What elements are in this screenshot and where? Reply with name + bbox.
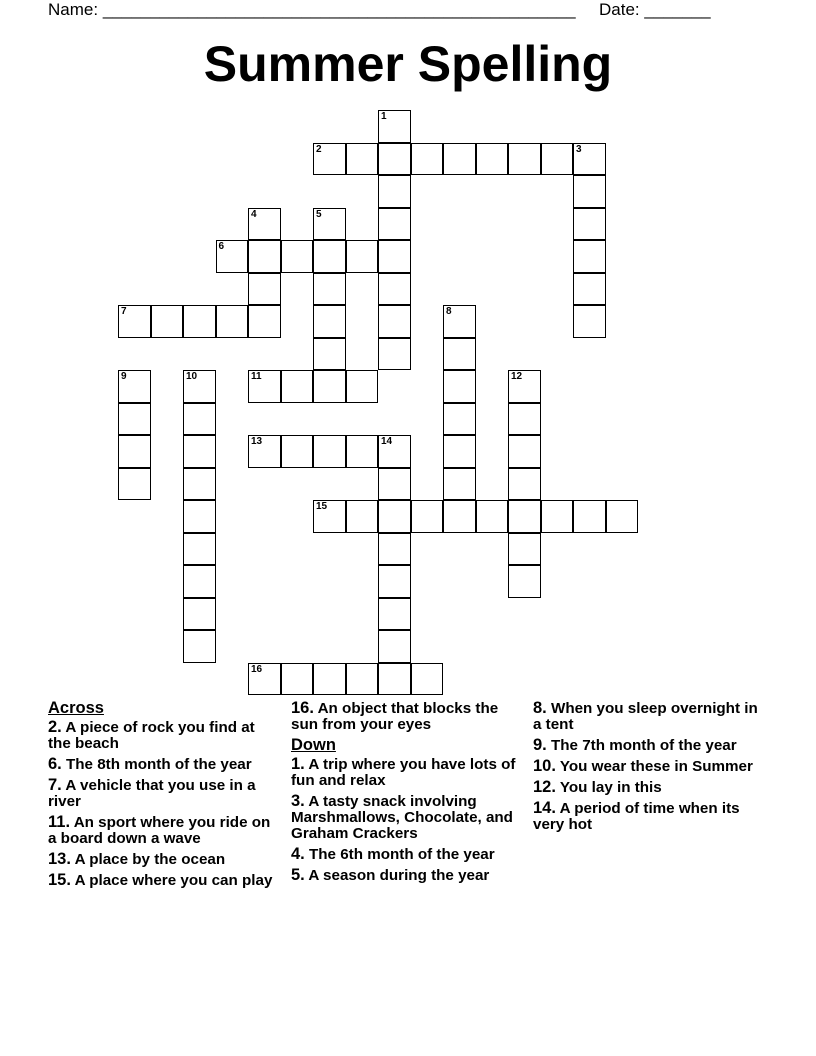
grid-cell[interactable]: [378, 663, 411, 696]
grid-cell[interactable]: [248, 240, 281, 273]
grid-cell[interactable]: [183, 565, 216, 598]
clue-across-15: [48, 872, 273, 889]
clues-column-2: [291, 700, 523, 888]
clue-down-14: [533, 800, 758, 833]
clue-number: 5.: [291, 866, 305, 884]
clue-text: A place where you can play: [74, 872, 273, 889]
grid-cell[interactable]: [281, 435, 314, 468]
grid-cell[interactable]: [248, 435, 281, 468]
grid-cell[interactable]: [313, 435, 346, 468]
grid-cell[interactable]: [411, 143, 444, 176]
grid-cell[interactable]: [183, 500, 216, 533]
clue-number: 12.: [533, 778, 556, 796]
grid-cell[interactable]: [476, 143, 509, 176]
grid-cell[interactable]: [573, 500, 606, 533]
clue-down-3: [291, 793, 523, 842]
grid-cell[interactable]: [248, 305, 281, 338]
clue-across-11: [48, 814, 273, 847]
grid-cell[interactable]: [378, 208, 411, 241]
grid-cell[interactable]: [443, 338, 476, 371]
clue-text: When you sleep overnight in a tent: [533, 700, 758, 733]
grid-cell[interactable]: [508, 435, 541, 468]
grid-cell[interactable]: [313, 663, 346, 696]
grid-cell[interactable]: [313, 500, 346, 533]
clue-text: The 7th month of the year: [551, 737, 737, 754]
clue-across-16: [291, 700, 523, 733]
grid-cell[interactable]: [118, 370, 151, 403]
clue-down-5: [291, 867, 523, 884]
grid-cell[interactable]: [378, 143, 411, 176]
grid-cell[interactable]: [183, 598, 216, 631]
grid-cell[interactable]: [248, 370, 281, 403]
grid-cell[interactable]: [313, 240, 346, 273]
cell-number: 5: [316, 208, 322, 220]
grid-cell[interactable]: [508, 468, 541, 501]
grid-cell[interactable]: [606, 500, 639, 533]
name-field[interactable]: __________________________________________________: [102, 0, 576, 19]
clue-text: An sport where you ride on a board down a wave: [48, 814, 271, 847]
clue-across-2: [48, 719, 273, 752]
grid-cell[interactable]: [183, 403, 216, 436]
clue-number: 10.: [533, 757, 556, 775]
grid-cell[interactable]: [443, 500, 476, 533]
clue-number: 1.: [291, 755, 305, 773]
clue-number: 6.: [48, 755, 62, 773]
grid-cell[interactable]: [216, 305, 249, 338]
cell-number: 15: [316, 501, 328, 512]
grid-cell[interactable]: [346, 663, 379, 696]
down-heading: Down: [291, 736, 336, 754]
grid-cell[interactable]: [216, 240, 249, 273]
date-field[interactable]: _______: [644, 0, 711, 19]
cell-number: 16: [251, 663, 263, 675]
date-label: Date:: [599, 0, 640, 19]
clue-across-6: [48, 756, 273, 773]
grid-cell[interactable]: [346, 143, 379, 176]
page-title: Summer Spelling: [203, 36, 613, 92]
grid-cell[interactable]: [313, 143, 346, 176]
grid-cell[interactable]: [378, 110, 411, 143]
grid-cell[interactable]: [183, 533, 216, 566]
grid-cell[interactable]: [313, 370, 346, 403]
clues-column-1: [48, 700, 273, 893]
clue-text: A season during the year: [308, 867, 490, 884]
grid-cell[interactable]: [378, 240, 411, 273]
clue-number: 16.: [291, 699, 314, 717]
grid-cell[interactable]: [411, 500, 444, 533]
clue-number: 9.: [533, 736, 547, 754]
grid-cell[interactable]: [183, 370, 216, 403]
clue-down-8: [533, 700, 758, 733]
grid-cell[interactable]: [313, 305, 346, 338]
grid-cell[interactable]: [346, 435, 379, 468]
clue-text: A tasty snack involving Marshmallows, Chocolate, and Graham Crackers: [291, 793, 513, 842]
grid-cell[interactable]: [573, 208, 606, 241]
grid-cell[interactable]: [346, 240, 379, 273]
grid-cell[interactable]: [281, 370, 314, 403]
name-label: Name:: [48, 0, 99, 19]
grid-cell[interactable]: [378, 273, 411, 306]
grid-cell[interactable]: [118, 468, 151, 501]
cell-number: 14: [381, 436, 393, 447]
grid-cell[interactable]: [508, 533, 541, 566]
grid-cell[interactable]: [443, 468, 476, 501]
clue-number: 7.: [48, 776, 62, 794]
grid-cell[interactable]: [541, 500, 574, 533]
grid-cell[interactable]: [313, 208, 346, 241]
grid-cell[interactable]: [443, 143, 476, 176]
clue-number: 2.: [48, 718, 62, 736]
grid-cell[interactable]: [573, 305, 606, 338]
cell-number: 2: [316, 143, 322, 155]
grid-cell[interactable]: [183, 468, 216, 501]
clue-down-1: [291, 756, 523, 789]
grid-cell[interactable]: [443, 435, 476, 468]
grid-cell[interactable]: [378, 630, 411, 663]
grid-cell[interactable]: [378, 435, 411, 468]
clue-text: A piece of rock you find at the beach: [48, 719, 255, 752]
across-heading: Across: [48, 699, 104, 717]
grid-cell[interactable]: [281, 240, 314, 273]
cell-number: 11: [251, 371, 262, 382]
clue-down-12: [533, 779, 758, 796]
grid-cell[interactable]: [508, 500, 541, 533]
grid-cell[interactable]: [248, 663, 281, 696]
grid-cell[interactable]: [346, 370, 379, 403]
grid-cell[interactable]: [378, 598, 411, 631]
grid-cell[interactable]: [378, 565, 411, 598]
grid-cell[interactable]: [573, 240, 606, 273]
clue-across-13: [48, 851, 273, 868]
grid-cell[interactable]: [118, 403, 151, 436]
clue-number: 15.: [48, 871, 71, 889]
grid-cell[interactable]: [541, 143, 574, 176]
grid-cell[interactable]: [378, 175, 411, 208]
clue-down-9: [533, 737, 758, 754]
grid-cell[interactable]: [281, 663, 314, 696]
clue-text: A place by the ocean: [74, 851, 226, 868]
grid-cell[interactable]: [476, 500, 509, 533]
clue-number: 3.: [291, 792, 305, 810]
grid-cell[interactable]: [118, 435, 151, 468]
clue-text: The 8th month of the year: [66, 756, 252, 773]
grid-cell[interactable]: [313, 273, 346, 306]
grid-cell[interactable]: [378, 338, 411, 371]
grid-cell[interactable]: [443, 305, 476, 338]
clue-down-4: [291, 846, 523, 863]
clue-down-10: [533, 758, 758, 775]
clues-column-3: [533, 700, 758, 837]
clue-text: The 6th month of the year: [309, 846, 495, 863]
grid-cell[interactable]: [378, 468, 411, 501]
cell-number: 10: [186, 371, 198, 382]
grid-cell[interactable]: [378, 533, 411, 566]
grid-cell[interactable]: [508, 370, 541, 403]
grid-cell[interactable]: [573, 175, 606, 208]
grid-cell[interactable]: [248, 273, 281, 306]
grid-cell[interactable]: [183, 435, 216, 468]
clue-text: You lay in this: [559, 779, 662, 796]
cell-number: 13: [251, 436, 263, 447]
grid-cell[interactable]: [443, 403, 476, 436]
header: [48, 0, 711, 22]
grid-cell[interactable]: [248, 208, 281, 241]
grid-cell[interactable]: [378, 500, 411, 533]
grid-cell[interactable]: [508, 403, 541, 436]
grid-cell[interactable]: [508, 565, 541, 598]
grid-cell[interactable]: [118, 305, 151, 338]
clue-text: An object that blocks the sun from your eyes: [291, 700, 499, 733]
clue-number: 8.: [533, 699, 547, 717]
grid-cell[interactable]: [183, 305, 216, 338]
cell-number: 4: [251, 208, 257, 220]
clue-number: 4.: [291, 845, 305, 863]
grid-cell[interactable]: [183, 630, 216, 663]
grid-cell[interactable]: [573, 273, 606, 306]
grid-cell[interactable]: [411, 663, 444, 696]
clue-text: A trip where you have lots of fun and relax: [291, 756, 516, 789]
grid-cell[interactable]: [346, 500, 379, 533]
grid-cell[interactable]: [443, 370, 476, 403]
grid-cell[interactable]: [151, 305, 184, 338]
grid-cell[interactable]: [313, 338, 346, 371]
cell-number: 3: [576, 143, 582, 155]
grid-cell[interactable]: [378, 305, 411, 338]
clue-number: 14.: [533, 799, 556, 817]
cell-number: 1: [381, 111, 387, 122]
cell-number: 6: [218, 241, 225, 252]
cell-number: 9: [121, 371, 127, 382]
cell-number: 8: [446, 306, 452, 317]
grid-cell[interactable]: [508, 143, 541, 176]
clue-number: 11.: [48, 813, 71, 831]
grid-cell[interactable]: [573, 143, 606, 176]
clue-across-7: [48, 777, 273, 810]
cell-number: 7: [121, 306, 127, 317]
clue-text: A period of time when its very hot: [533, 800, 740, 833]
cell-number: 12: [511, 371, 523, 382]
clue-text: A vehicle that you use in a river: [48, 777, 256, 810]
clue-text: You wear these in Summer: [559, 758, 753, 775]
clue-number: 13.: [48, 850, 71, 868]
